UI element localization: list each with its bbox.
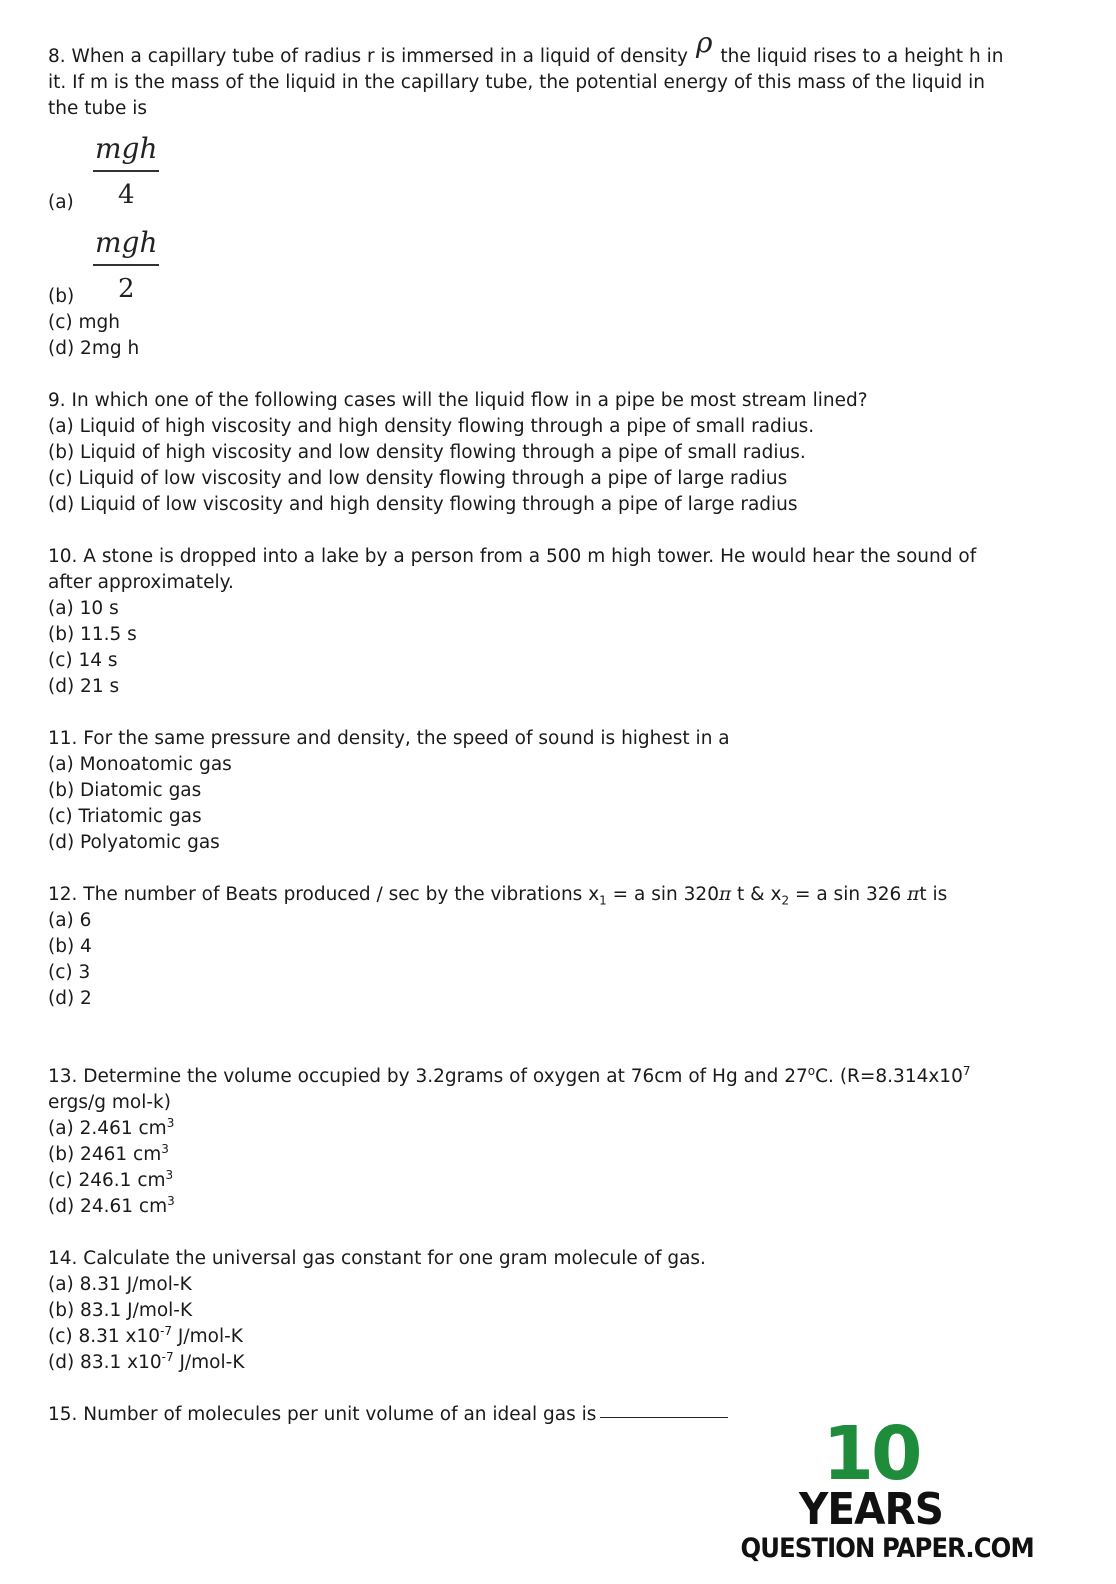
logo-years: YEARS (798, 1484, 944, 1535)
option-b: (b) 83.1 J/mol-K (48, 1300, 193, 1321)
logo-number: 10 (822, 1411, 920, 1497)
question-10-text: 10. A stone is dropped into a lake by a person from a 500 m high tower. He would hear the sound of after approximately. (48, 546, 977, 593)
option-d: (d) 83.1 $x10^{-7}$ J/mol-K (48, 1349, 245, 1373)
option-a: (a) Monoatomic gas (48, 754, 232, 775)
question-11-text: 11. For the same pressure and density, the speed of sound is highest in a (48, 728, 730, 749)
question-14-text: 14. Calculate the universal gas constant for one gram molecule of gas. (48, 1248, 706, 1269)
question-15-text: 15. Number of molecules per unit volume of an ideal gas is (48, 1402, 1008, 1428)
fraction-bar (93, 170, 159, 172)
option-c: (c) Triatomic gas (48, 806, 202, 827)
fraction-mgh-over-4: $\frac{\text{mgh}}{4}$ (95, 132, 158, 210)
rho-symbol: ρ (695, 26, 713, 59)
option-b: (b) 11.5 s (48, 624, 137, 645)
question-8 (48, 26, 1008, 362)
option-a: (a) $\frac{\text{mgh}}{4}$ (48, 122, 1008, 216)
option-a: (a) 6 (48, 910, 92, 931)
question-12-text: 12. The number of Beats produced / sec by the vibrations $x_1 = a$ sin 320π t & $x_2 = a$ sin 326 πt is (48, 884, 948, 908)
option-b: (b) 2461 $cm^3$ (48, 1141, 169, 1165)
pi-symbol: π (718, 884, 732, 905)
option-d: (d) 24.61 $cm^3$ (48, 1193, 175, 1217)
option-b: (b) Diatomic gas (48, 780, 202, 801)
option-d: (d) Liquid of low viscosity and high density flowing through a pipe of large radius (48, 494, 798, 515)
option-d: (d) 2 (48, 988, 92, 1009)
question-12 (48, 882, 1008, 1012)
question-13-text: 13. Determine the volume occupied by 3.2grams of oxygen at 76cm of Hg and 27$^o$C. ($R=8.314x10^7$ ergs/g mol-k) (48, 1063, 971, 1113)
option-a: (a) Liquid of high viscosity and high density flowing through a pipe of small radius. (48, 416, 815, 437)
question-9 (48, 388, 1008, 518)
question-8-text: 8. When a capillary tube of radius r is immersed in a liquid of density ρ the liquid rises to a height h in it. If m is the mass of the liquid in the capillary tube, the potential energy of this mass of the liquid in the tube is (48, 26, 1004, 119)
question-14 (48, 1246, 1008, 1376)
option-b: (b) 4 (48, 936, 92, 957)
fraction-bar (93, 264, 159, 266)
option-c: (c) 3 (48, 962, 91, 983)
option-c: (c) Liquid of low viscosity and low density flowing through a pipe of large radius (48, 468, 788, 489)
option-b: (b) $\frac{\text{mgh}}{2}$ (48, 216, 1008, 310)
spacer (48, 1038, 1008, 1064)
option-b: (b) Liquid of high viscosity and low density flowing through a pipe of small radius. (48, 442, 806, 463)
question-page (48, 26, 1008, 1454)
option-c: (c) 8.31 $x10^{-7}$ J/mol-K (48, 1323, 243, 1347)
question-13 (48, 1064, 1008, 1220)
option-a: (a) 10 s (48, 598, 119, 619)
question-11 (48, 726, 1008, 856)
question-10 (48, 544, 1008, 700)
option-a: (a) 8.31 J/mol-K (48, 1274, 192, 1295)
question-9-text: 9. In which one of the following cases will the liquid flow in a pipe be most stream lined? (48, 390, 868, 411)
option-a: (a) 2.461 $cm^3$ (48, 1115, 175, 1139)
answer-blank (600, 1417, 728, 1418)
fraction-mgh-over-2: $\frac{\text{mgh}}{2}$ (95, 226, 158, 304)
option-c: (c) mgh (48, 312, 120, 333)
option-d: (d) 2mg h (48, 338, 140, 359)
site-logo (726, 1411, 1034, 1566)
pi-symbol: π (907, 884, 920, 905)
logo-site-name: QUESTION PAPER.COM (740, 1533, 1034, 1564)
option-c: (c) 246.1 $cm^3$ (48, 1167, 174, 1191)
option-d: (d) Polyatomic gas (48, 832, 220, 853)
option-c: (c) 14 s (48, 650, 118, 671)
option-d: (d) 21 s (48, 676, 120, 697)
